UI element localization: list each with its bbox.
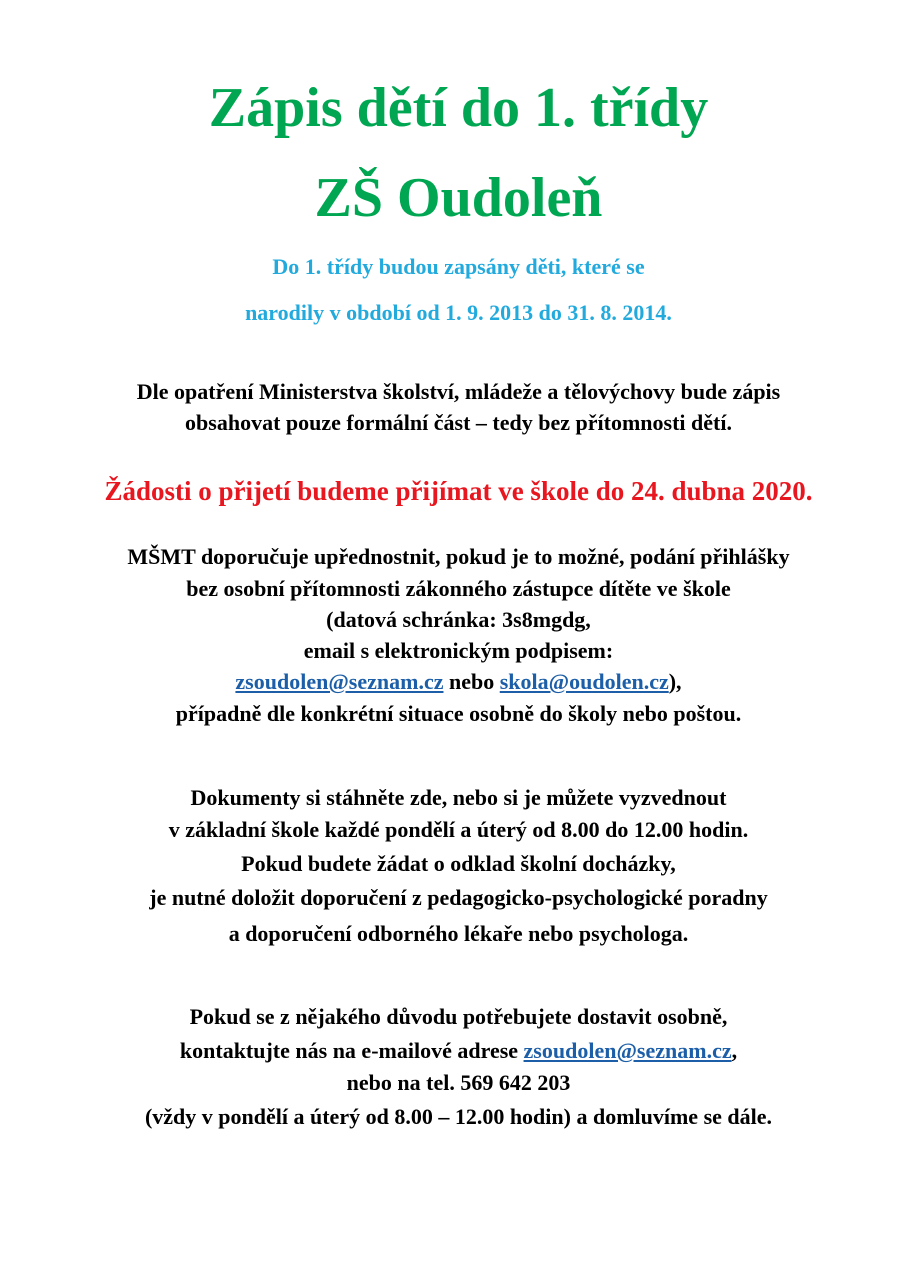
subtitle-line-1: Do 1. třídy budou zapsány děti, které se [272,254,645,279]
ministry-note-line-2: obsahovat pouze formální část – tedy bez přítomnosti dětí. [185,410,732,435]
contact-line-2-end: , [731,1038,738,1063]
connector-text: nebo [443,669,500,694]
documents-line-3: Pokud budete žádat o odklad školní docházky, [241,851,676,876]
submission-email-line [0,666,917,697]
subtitle-line-2: narodily v období od 1. 9. 2013 do 31. 8. 2014. [245,300,672,325]
deadline-notice: Žádosti o přijetí budeme přijímat ve škole do 24. dubna 2020. [104,476,813,506]
documents-line-1: Dokumenty si stáhněte zde, nebo si je můžete vyzvednout [190,785,727,810]
contact-hours-line: (vždy v pondělí a úterý od 8.00 – 12.00 hodin) a domluvíme se dále. [144,1104,773,1129]
closing-text: ), [668,669,682,694]
contact-email-line [0,1035,917,1066]
submission-line-3: (datová schránka: 3s8mgdg, [326,607,591,632]
ministry-note-line-1: Dle opatření Ministerstva školství, mládeže a tělovýchovy bude zápis [136,379,781,404]
submission-line-1: MŠMT doporučuje upřednostnit, pokud je to možné, podání přihlášky [127,544,790,569]
email-link-zsoudolen[interactable]: zsoudolen@seznam.cz [235,669,444,694]
submission-line-4: email s elektronickým podpisem: [303,638,614,663]
contact-phone-line: nebo na tel. 569 642 203 [346,1070,571,1095]
page-title-line-2: ZŠ Oudoleň [314,167,603,229]
documents-line-5: a doporučení odborného lékaře nebo psychologa. [228,921,689,946]
submission-line-2: bez osobní přítomnosti zákonného zástupce dítěte ve škole [186,576,731,601]
documents-line-4: je nutné doložit doporučení z pedagogicko-psychologické poradny [149,885,768,910]
contact-line-2-start: kontaktujte nás na e-mailové adrese [179,1038,524,1063]
contact-line-1: Pokud se z nějakého důvodu potřebujete dostavit osobně, [189,1004,728,1029]
page-title-line-1: Zápis dětí do 1. třídy [208,77,709,139]
email-link-contact[interactable]: zsoudolen@seznam.cz [523,1038,732,1063]
documents-line-2: v základní škole každé pondělí a úterý od 8.00 do 12.00 hodin. [168,817,749,842]
submission-line-6: případně dle konkrétní situace osobně do školy nebo poštou. [175,701,742,726]
email-link-skola[interactable]: skola@oudolen.cz [499,669,669,694]
